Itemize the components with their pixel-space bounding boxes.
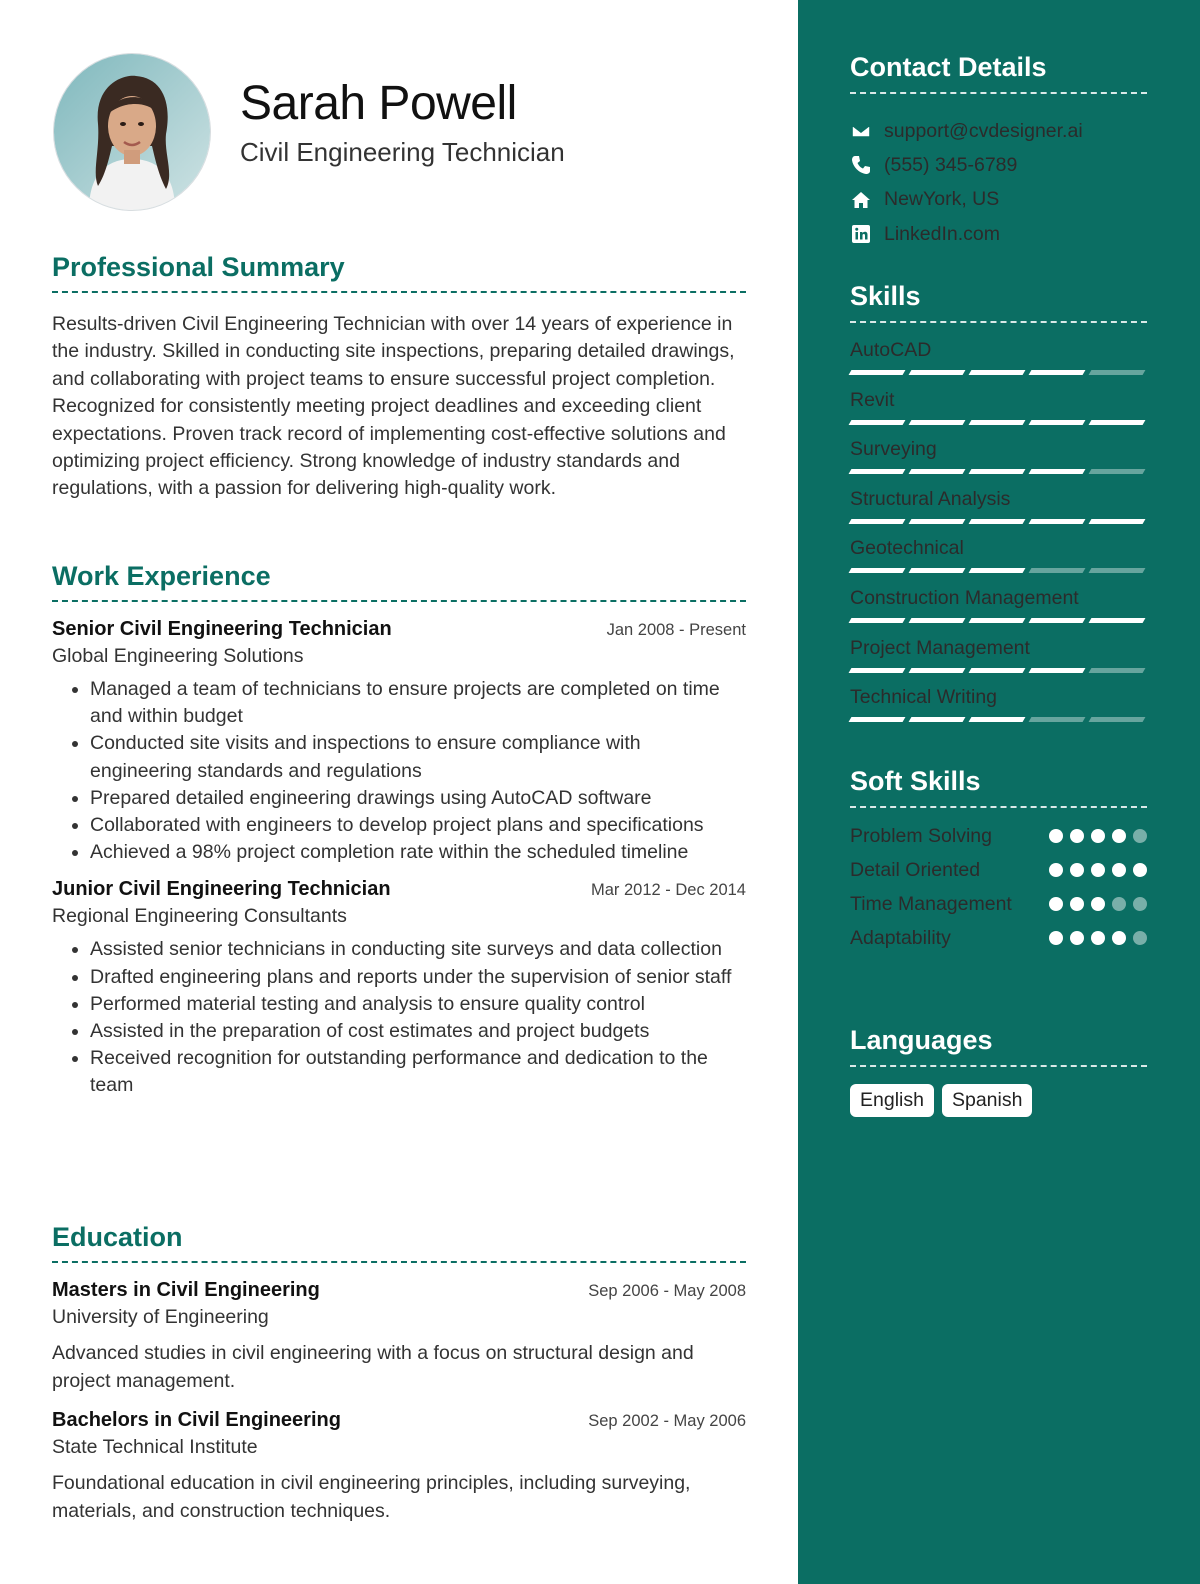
soft-skill-rating <box>1049 924 1147 945</box>
rating-dot <box>1070 931 1084 945</box>
skill-name: Project Management <box>850 636 1030 659</box>
skill-item <box>850 571 1147 621</box>
rating-dot <box>1049 931 1063 945</box>
skill-level-segment <box>909 469 966 474</box>
job-bullets <box>52 676 746 866</box>
soft-skill-rating <box>1049 822 1147 843</box>
skill-level-bar <box>850 717 1147 722</box>
language-tag: Spanish <box>942 1084 1032 1117</box>
rating-dot <box>1070 863 1084 877</box>
rating-dot <box>1112 897 1126 911</box>
job-bullets <box>52 936 746 1099</box>
professional-summary-section <box>52 252 746 503</box>
education-date: Sep 2006 - May 2008 <box>588 1282 746 1300</box>
contact-linkedin-text: LinkedIn.com <box>884 222 1000 245</box>
skill-item <box>850 422 1147 472</box>
contact-location-text: NewYork, US <box>884 188 1000 211</box>
education-heading: Education <box>52 1222 746 1263</box>
skill-level-segment <box>849 717 906 722</box>
skill-level-bar <box>850 568 1147 573</box>
degree-title: Bachelors in Civil Engineering <box>52 1409 341 1431</box>
skill-name: Structural Analysis <box>850 487 1011 510</box>
skills-heading: Skills <box>850 281 1147 323</box>
skill-level-segment <box>969 469 1026 474</box>
person-photo-icon <box>54 54 210 210</box>
skill-level-segment <box>1029 420 1086 425</box>
skill-level-segment <box>849 420 906 425</box>
soft-skill-rating <box>1049 890 1147 911</box>
education-description: Advanced studies in civil engineering with a focus on structural design and project management. <box>52 1342 694 1392</box>
job-title: Junior Civil Engineering Technician <box>52 878 391 901</box>
list-item: • Prepared detailed engineering drawings using AutoCAD software <box>90 785 746 812</box>
skill-level-segment <box>969 370 1026 375</box>
experience-heading: Work Experience <box>52 561 746 602</box>
soft-skills-section <box>850 766 1147 958</box>
list-item: • Performed material testing and analysis to ensure quality control <box>90 991 746 1018</box>
skill-level-segment <box>1029 519 1086 524</box>
contact-location <box>850 183 1147 217</box>
skill-item <box>850 670 1147 720</box>
skill-name: Geotechnical <box>850 537 964 560</box>
skill-level-segment <box>1089 668 1146 673</box>
skill-level-segment <box>1029 370 1086 375</box>
skill-level-segment <box>909 618 966 623</box>
skill-name: Surveying <box>850 438 937 461</box>
rating-dot <box>1091 829 1105 843</box>
degree-title: Masters in Civil Engineering <box>52 1279 320 1301</box>
skill-level-bar <box>850 370 1147 375</box>
rating-dot <box>1133 931 1147 945</box>
skill-level-segment <box>1089 568 1146 573</box>
skill-level-segment <box>969 717 1026 722</box>
education-date: Sep 2002 - May 2006 <box>588 1412 746 1430</box>
contact-email-text: support@cvdesigner.ai <box>884 119 1083 142</box>
home-icon <box>850 189 872 211</box>
skill-level-segment <box>1029 469 1086 474</box>
soft-skill-name: Time Management <box>850 893 1012 915</box>
skill-level-segment <box>849 668 906 673</box>
skill-level-segment <box>909 420 966 425</box>
languages-heading: Languages <box>850 1025 1147 1067</box>
skill-item <box>850 621 1147 671</box>
soft-skills-list <box>850 822 1147 952</box>
skill-level-segment <box>1089 370 1146 375</box>
skill-level-segment <box>849 618 906 623</box>
skill-level-bar <box>850 668 1147 673</box>
skill-level-bar <box>850 469 1147 474</box>
skill-level-segment <box>1089 469 1146 474</box>
list-item: • Achieved a 98% project completion rate within the scheduled timeline <box>90 839 746 866</box>
summary-heading: Professional Summary <box>52 252 746 293</box>
skill-level-segment <box>849 568 906 573</box>
skills-section <box>850 281 1147 720</box>
skill-item <box>850 323 1147 373</box>
soft-skill-name: Detail Oriented <box>850 859 981 881</box>
languages-section <box>850 1025 1147 1117</box>
skill-level-segment <box>1089 420 1146 425</box>
contact-linkedin[interactable] <box>850 217 1147 251</box>
job-title: Senior Civil Engineering Technician <box>52 618 392 640</box>
list-item: • Collaborated with engineers to develop project plans and specifications <box>90 812 746 839</box>
skills-list <box>850 323 1147 720</box>
soft-skill-rating <box>1049 856 1147 877</box>
phone-icon <box>850 154 872 176</box>
candidate-name: Sarah Powell <box>240 77 517 130</box>
skill-level-segment <box>849 370 906 375</box>
languages-list <box>850 1084 1147 1117</box>
skill-level-segment <box>1089 519 1146 524</box>
skill-level-segment <box>969 568 1026 573</box>
rating-dot <box>1091 931 1105 945</box>
job-date: Mar 2012 - Dec 2014 <box>590 881 746 900</box>
skill-level-segment <box>909 519 966 524</box>
contact-section <box>850 52 1147 251</box>
soft-skill-item <box>850 856 1147 884</box>
rating-dot <box>1091 897 1105 911</box>
rating-dot <box>1112 863 1126 877</box>
skill-level-segment <box>849 469 906 474</box>
job-entry <box>52 878 746 1099</box>
soft-skills-heading: Soft Skills <box>850 766 1147 808</box>
envelope-icon <box>850 120 872 142</box>
skill-level-segment <box>909 668 966 673</box>
job-company: Global Engineering Solutions <box>52 645 304 667</box>
skill-level-segment <box>1029 618 1086 623</box>
skill-level-segment <box>1029 568 1086 573</box>
skill-name: AutoCAD <box>850 339 932 361</box>
soft-skill-item <box>850 924 1147 952</box>
contact-email[interactable] <box>850 114 1147 148</box>
rating-dot <box>1049 863 1063 877</box>
education-description: Foundational education in civil engineering principles, including surveying, materials, and construction techniques. <box>52 1472 691 1522</box>
skill-level-bar <box>850 618 1147 623</box>
soft-skill-item <box>850 822 1147 850</box>
skill-level-segment <box>909 568 966 573</box>
rating-dot <box>1112 829 1126 843</box>
school-name: State Technical Institute <box>52 1436 258 1458</box>
job-entry <box>52 618 746 866</box>
contact-heading: Contact Details <box>850 52 1147 94</box>
rating-dot <box>1070 829 1084 843</box>
job-date: Jan 2008 - Present <box>606 621 746 639</box>
skill-level-bar <box>850 420 1147 425</box>
skill-name: Construction Management <box>850 586 1079 609</box>
skill-item <box>850 472 1147 522</box>
list-item: • Assisted in the preparation of cost estimates and project budgets <box>90 1018 746 1045</box>
list-item: • Drafted engineering plans and reports under the supervision of senior staff <box>90 964 746 991</box>
skill-level-bar <box>850 519 1147 524</box>
job-company: Regional Engineering Consultants <box>52 905 347 928</box>
work-experience-section <box>52 561 746 1100</box>
skill-level-segment <box>969 618 1026 623</box>
rating-dot <box>1133 897 1147 911</box>
avatar <box>53 53 211 211</box>
rating-dot <box>1133 863 1147 877</box>
education-entry <box>52 1279 746 1395</box>
school-name: University of Engineering <box>52 1306 269 1328</box>
list-item: • Managed a team of technicians to ensure projects are completed on time and within budget <box>90 676 746 730</box>
list-item: • Conducted site visits and inspections to ensure compliance with engineering standards and regulations <box>90 730 746 784</box>
soft-skill-item <box>850 890 1147 918</box>
skill-item <box>850 521 1147 571</box>
list-item: • Assisted senior technicians in conducting site surveys and data collection <box>90 936 746 963</box>
rating-dot <box>1070 897 1084 911</box>
rating-dot <box>1133 829 1147 843</box>
list-item: • Received recognition for outstanding performance and dedication to the team <box>90 1045 746 1099</box>
summary-text: Results-driven Civil Engineering Technician with over 14 years of experience in the industry. Skilled in conducting site inspections, preparing detailed drawings, and collaborating with project teams to ensure successful project completion. Recognized for consistently meeting project deadlines and exceeding client expectations. Proven track record of implementing cost-effective solutions and optimizing project efficiency. Strong knowledge of industry standards and regulations, with a passion for delivering high-quality work. <box>52 313 735 500</box>
rating-dot <box>1112 931 1126 945</box>
education-section <box>52 1222 746 1525</box>
soft-skill-name: Problem Solving <box>850 825 992 847</box>
skill-level-segment <box>849 519 906 524</box>
skill-item <box>850 373 1147 423</box>
skill-level-segment <box>909 370 966 375</box>
skill-level-segment <box>969 420 1026 425</box>
skill-level-segment <box>969 668 1026 673</box>
skill-level-segment <box>1089 717 1146 722</box>
linkedin-icon <box>850 223 872 245</box>
skill-name: Revit <box>850 388 895 411</box>
skill-name: Technical Writing <box>850 686 998 709</box>
rating-dot <box>1049 897 1063 911</box>
contact-list <box>850 114 1147 251</box>
skill-level-segment <box>1029 717 1086 722</box>
contact-phone-text: (555) 345-6789 <box>884 153 1018 176</box>
skill-level-segment <box>1089 618 1146 623</box>
skill-level-segment <box>1029 668 1086 673</box>
skill-level-segment <box>909 717 966 722</box>
contact-phone[interactable] <box>850 148 1147 182</box>
language-tag: English <box>850 1084 934 1117</box>
soft-skill-name: Adaptability <box>850 927 951 949</box>
rating-dot <box>1049 829 1063 843</box>
rating-dot <box>1091 863 1105 877</box>
skill-level-segment <box>969 519 1026 524</box>
candidate-title: Civil Engineering Technician <box>240 137 565 167</box>
education-entry <box>52 1409 746 1525</box>
